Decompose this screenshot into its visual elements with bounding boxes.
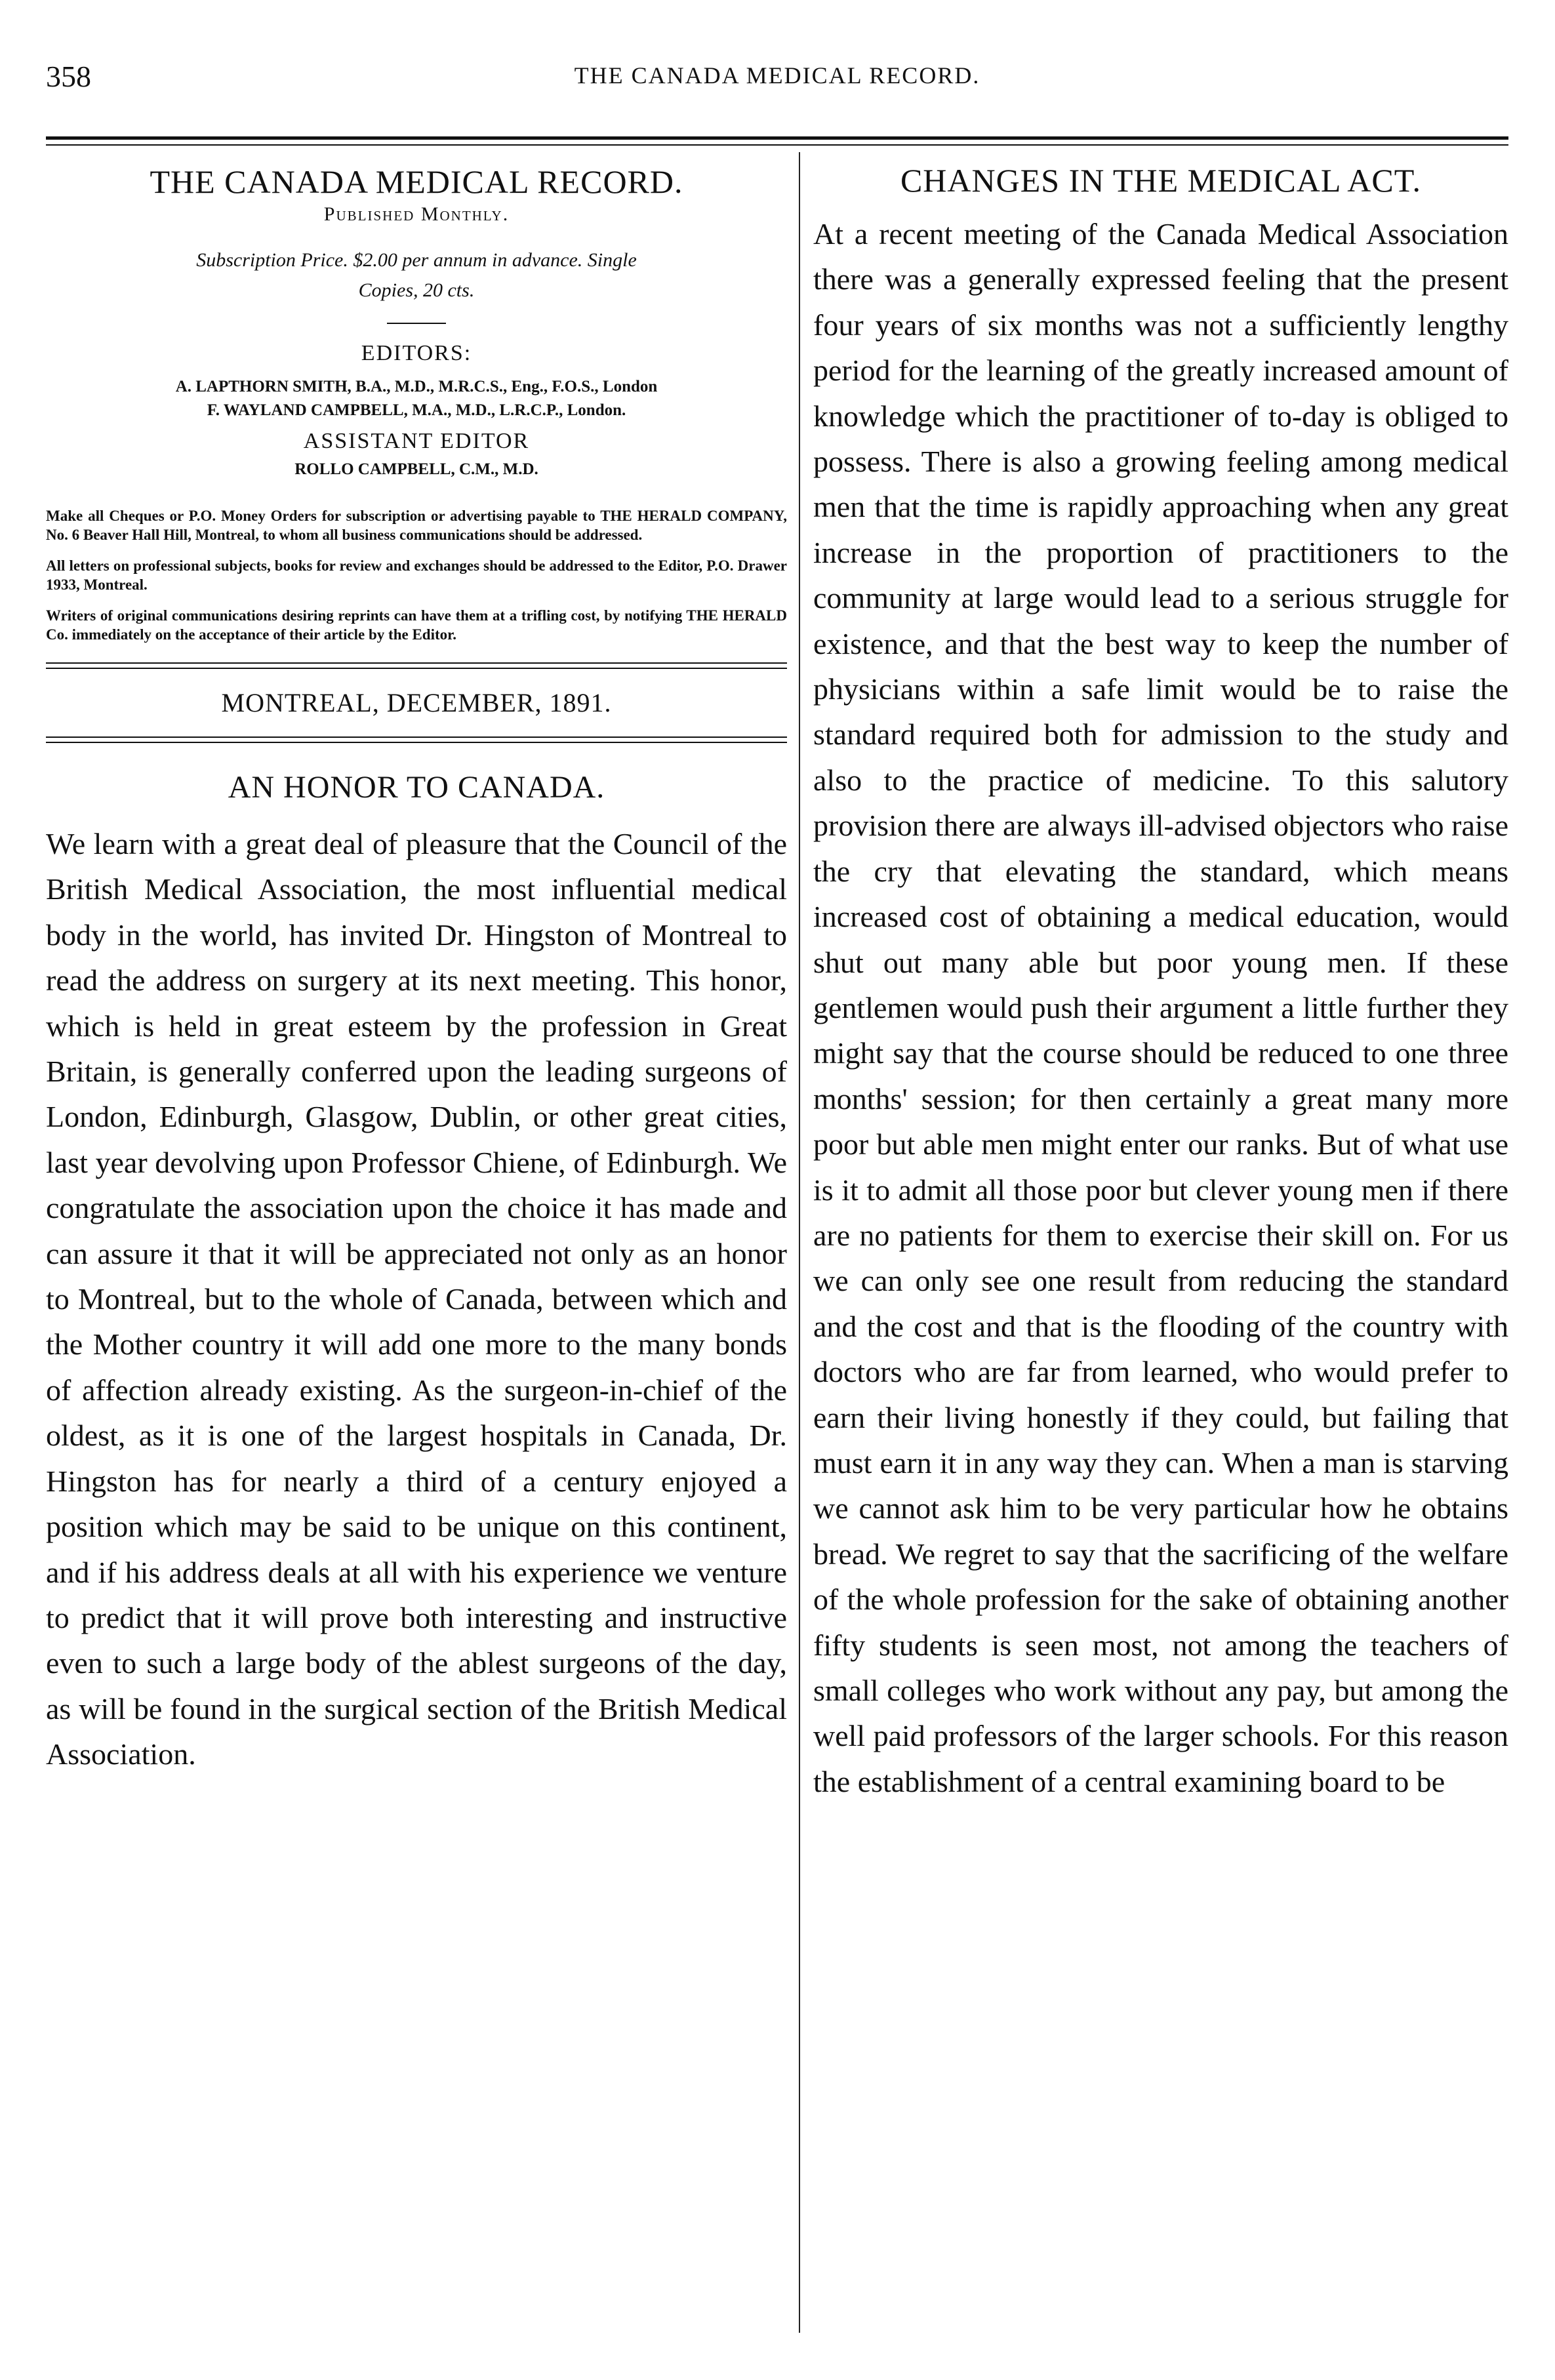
assistant-editor-name: ROLLO CAMPBELL, C.M., M.D. <box>294 460 538 478</box>
running-head <box>46 59 1508 98</box>
published-line: Published Monthly. <box>323 203 510 225</box>
notice-letters: All letters on professional subjects, books for review and exchanges should be addressed to the Editor, P.O. Drawer 1933, Montreal. <box>46 557 787 593</box>
editors-heading: EDITORS: <box>361 341 472 365</box>
article-title: CHANGES IN THE MEDICAL ACT. <box>900 162 1422 199</box>
editor-name: F. WAYLAND CAMPBELL, M.A., M.D., L.R.C.P., London. <box>207 401 626 419</box>
editor-name: A. LAPTHORN SMITH, B.A., M.D., M.R.C.S., Eng., F.O.S., London <box>175 378 658 395</box>
assistant-editor-heading: ASSISTANT EDITOR <box>303 429 530 453</box>
header-rule <box>46 136 1508 140</box>
running-title: THE CANADA MEDICAL RECORD. <box>574 62 980 89</box>
right-column <box>813 152 1508 1804</box>
masthead-title: THE CANADA MEDICAL RECORD. <box>150 163 683 200</box>
short-rule <box>387 323 446 324</box>
notice-payment: Make all Cheques or P.O. Money Orders for subscription or advertising payable to THE HERALD COMPANY, No. 6 Beaver Hall Hill, Montreal, to whom all business communications should be addressed. <box>46 508 787 543</box>
section-rule <box>46 736 787 743</box>
notice-reprints: Writers of original communications desiring reprints can have them at a trifling cost, by notifying THE HERALD Co. immediately on the acceptance of their article by the Editor. <box>46 607 787 643</box>
notices <box>46 506 787 644</box>
subscription-line-2: Copies, 20 cts. <box>358 279 475 301</box>
dateline: MONTREAL, DECEMBER, 1891. <box>221 688 612 717</box>
article-body: We learn with a great deal of pleasure that the Council of the British Medical Association, the most influential medical body in the world, has invited Dr. Hingston of Montreal to read the address on surgery at its next meeting. This honor, which is held in great esteem by the profession in Great Britain, is generally conferred upon the leading surgeons of London, Edinburgh, Glasgow, Dublin, or other great cities, last year devolving upon Professor Chiene, of Edinburgh. We congratulate the association upon the choice it has made and can assure it that it will be appreciated not only as an honor to Montreal, but to the whole of Canada, between which and the Mother country it will add one more to the many bonds of affection already existing. As the surgeon-in-chief of the oldest, as it is one of the largest hospitals in Canada, Dr. Hingston has for nearly a third of a century enjoyed a position which may be said to be unique on this continent, and if his address deals at all with his experience we venture to predict that it will prove both interesting and instructive even to such a large body of the ablest surgeons of the day, as will be found in the surgical section of the British Medical Association. <box>46 827 787 1771</box>
subscription-line-1: Subscription Price. $2.00 per annum in advance. Single <box>196 249 637 271</box>
section-rule <box>46 662 787 669</box>
article-title: AN HONOR TO CANADA. <box>228 770 605 805</box>
left-column <box>46 152 787 1777</box>
subscription-price <box>46 245 787 306</box>
article-body: At a recent meeting of the Canada Medical Association there was a generally expressed feeling that the present four years of six months was not a sufficiently lengthy period for the learning of the greatly increased amount of knowledge which the practitioner of to-day is obliged to possess. There is also a growing feeling among medical men that the time is rapidly approaching when any great increase in the proportion of practitioners to the community at large would lead to a serious struggle for existence, and that the best way to keep the number of physicians within a safe limit would be to raise the standard required both for admission to the study and also to the practice of medicine. To this salutory provision there are always ill-advised objectors who raise the cry that elevating the standard, which means increased cost of obtaining a medical education, would shut out many able but poor young men. If these gentlemen would push their argument a little further they might say that the course should be reduced to one three months' session; for then certainly a great many more poor but able men might enter our ranks. But of what use is it to admit all those poor but clever young men if there are no patients for them to exercise their skill on. For us we can only see one result from reducing the standard and the cost and that is the flooding of the country with doctors who are far from learned, who would prefer to earn their living honestly if they could, but failing that must earn it in any way they can. When a man is starving we cannot ask him to be very particular how he obtains bread. We regret to say that the sacrificing of the welfare of the whole profession for the sake of obtaining another fifty students is seen most, not among the teachers of small colleges who work without any pay, but among the well paid professors of the larger schools. For this reason the establishment of a central examining board to be <box>813 217 1508 1798</box>
header-rule-thin <box>46 144 1508 146</box>
column-divider <box>799 152 800 2333</box>
page-number: 358 <box>46 60 91 93</box>
